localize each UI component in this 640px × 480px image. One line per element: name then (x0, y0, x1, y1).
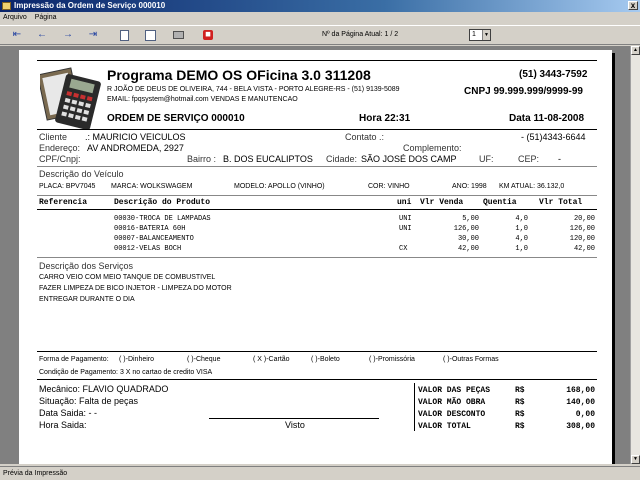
vehicle-year: ANO: 1998 (452, 183, 487, 190)
table-row (37, 215, 597, 225)
vehicle-km: KM ATUAL: 36.132,0 (499, 183, 565, 190)
col-total: Vlr Total (539, 198, 583, 207)
total-label: VALOR TOTAL (418, 422, 471, 431)
order-time: Hora 22:31 (359, 113, 411, 124)
totals-divider (414, 383, 415, 431)
company-name: Programa DEMO OS OFicina 3.0 311208 (107, 67, 371, 83)
table-row (37, 245, 597, 255)
order-number: ORDEM DE SERVIÇO 000010 (107, 113, 245, 124)
city-value: SÃO JOSÉ DOS CAMP (361, 154, 457, 164)
item-qty: 4,0 (515, 215, 528, 223)
service-line: FAZER LIMPEZA DE BICO INJETOR - LIMPEZA DO MOTOR (39, 285, 232, 292)
item-qty: 4,0 (515, 235, 528, 243)
complement-label: Complemento: (403, 143, 462, 153)
col-price: Vlr Venda (420, 198, 464, 207)
contact-value: - (51)4343-6644 (521, 132, 586, 142)
divider (37, 129, 597, 130)
menubar (0, 12, 640, 24)
item-price: 5,00 (462, 215, 479, 223)
visto-label: Visto (285, 420, 305, 430)
divider (37, 166, 597, 167)
cpf-label: CPF/Cnpj: (39, 154, 81, 164)
two-page-view-icon[interactable] (145, 30, 156, 41)
payment-option: ( )-Outras Formas (443, 356, 499, 363)
company-address: R JOÃO DE DEUS DE OLIVEIRA, 744 - BELA VISTA - PORTO ALEGRE-RS - (51) 9139-5089 (107, 86, 400, 93)
toolbar (0, 25, 640, 45)
address-value: AV ANDROMEDA, 2927 (87, 143, 184, 153)
address-label: Endereço: (39, 143, 81, 153)
item-total: 20,00 (573, 215, 595, 223)
scroll-down-icon[interactable]: ▼ (631, 455, 640, 464)
currency-label: R$ (515, 410, 525, 419)
total-value: 168,00 (566, 386, 595, 395)
company-cnpj: CNPJ 99.999.999/9999-99 (464, 86, 583, 97)
print-icon[interactable] (173, 31, 184, 39)
service-line: ENTREGAR DURANTE O DIA (39, 296, 135, 303)
item-desc: 00012-VELAS BOCH (114, 245, 182, 253)
divider (37, 195, 597, 196)
situation: Situação: Falta de peças (39, 396, 139, 406)
divider (37, 351, 597, 352)
client-label: Cliente (39, 132, 68, 142)
item-unit: UNI (399, 215, 412, 223)
window-title: Impressão da Ordem de Serviço 000010 (14, 1, 166, 10)
total-label: VALOR DESCONTO (418, 410, 486, 419)
uf-label: UF: (479, 154, 494, 164)
close-preview-icon[interactable]: ◼ (203, 30, 213, 40)
total-value: 308,00 (566, 422, 595, 431)
currency-label: R$ (515, 398, 525, 407)
total-value: 140,00 (566, 398, 595, 407)
total-value: 0,00 (575, 410, 595, 419)
order-date: Data 11-08-2008 (509, 113, 585, 124)
next-page-icon[interactable]: → (63, 29, 73, 40)
vehicle-heading: Descrição do Veículo (39, 169, 124, 179)
currency-label: R$ (515, 386, 525, 395)
col-unit: uni (397, 198, 412, 207)
vehicle-brand: MARCA: WOLKSWAGEM (111, 183, 193, 190)
col-qty: Quentia (483, 198, 517, 207)
report-page (19, 50, 612, 464)
total-label: VALOR DAS PEÇAS (418, 386, 491, 395)
payment-option: ( X )-Cartão (253, 356, 290, 363)
cep-value: - (558, 154, 561, 164)
vertical-scrollbar[interactable] (630, 46, 640, 464)
payment-condition: Condição de Pagamento: 3 X no cartao de credito VISA (39, 369, 213, 376)
prev-page-icon[interactable]: ← (37, 29, 47, 40)
page-view-icon[interactable] (120, 30, 129, 41)
item-qty: 1,0 (515, 225, 528, 233)
menu-arquivo[interactable]: Arquivo (3, 14, 27, 21)
currency-label: R$ (515, 422, 525, 431)
total-label: VALOR MÃO OBRA (418, 398, 486, 407)
page-select[interactable] (469, 29, 491, 41)
payment-option: ( )-Dinheiro (119, 356, 155, 363)
bairro-value: B. DOS EUCALIPTOS (223, 154, 313, 164)
item-desc: 00016-BATERIA 60H (114, 225, 186, 233)
first-page-icon[interactable]: ⇤ (12, 29, 22, 40)
mechanic: Mecânico: FLAVIO QUADRADO (39, 384, 169, 394)
table-row (37, 225, 597, 235)
item-price: 30,00 (457, 235, 479, 243)
vehicle-plate: PLACA: BPV7045 (39, 183, 96, 190)
table-row (37, 235, 597, 245)
item-total: 126,00 (569, 225, 595, 233)
col-desc: Descrição do Produto (114, 198, 211, 207)
client-value: .: MAURICIO VEICULOS (85, 132, 186, 142)
payment-option: ( )-Promissória (369, 356, 415, 363)
company-email: EMAIL: fpqsystem@hotmail.com VENDAS E MANUTENCAO (107, 96, 298, 103)
item-price: 42,00 (457, 245, 479, 253)
page-select-value: 1 (472, 31, 476, 38)
col-ref: Referencia (39, 198, 88, 207)
divider (37, 379, 597, 380)
preview-viewport (0, 46, 630, 464)
app-icon (2, 2, 11, 10)
item-total: 42,00 (573, 245, 595, 253)
payment-option: ( )-Cheque (187, 356, 221, 363)
item-unit: CX (399, 245, 408, 253)
signature-line (209, 418, 379, 419)
chevron-down-icon[interactable]: ▼ (482, 30, 490, 40)
exit-time: Hora Saida: (39, 420, 87, 430)
item-price: 126,00 (453, 225, 479, 233)
city-label: Cidade: (326, 154, 358, 164)
payment-label: Forma de Pagamento: (39, 356, 109, 363)
items-header (37, 198, 597, 208)
divider (37, 209, 597, 210)
status-bar (0, 466, 640, 480)
scroll-up-icon[interactable]: ▲ (631, 46, 640, 55)
payment-option: ( )-Boleto (311, 356, 340, 363)
divider (37, 257, 597, 258)
status-text: Prévia da Impressão (3, 470, 68, 477)
item-unit: UNI (399, 225, 412, 233)
item-qty: 1,0 (515, 245, 528, 253)
company-phone: (51) 3443-7592 (519, 69, 588, 80)
contact-label: Contato .: (345, 132, 385, 142)
item-desc: 00030-TROCA DE LAMPADAS (114, 215, 211, 223)
page-info: Nº da Página Atual: 1 / 2 (322, 31, 399, 38)
item-desc: 00007-BALANCEAMENTO (114, 235, 194, 243)
window-close-button[interactable]: x (628, 1, 638, 10)
vehicle-color: COR: VINHO (368, 183, 410, 190)
vehicle-model: MODELO: APOLLO (VINHO) (234, 183, 325, 190)
menu-pagina[interactable]: Página (34, 14, 57, 21)
report (37, 60, 597, 464)
services-heading: Descrição dos Serviços (39, 261, 134, 271)
calculator-logo-icon (40, 67, 104, 129)
service-line: CARRO VEIO COM MEIO TANQUE DE COMBUSTIVEL (39, 274, 216, 281)
window-titlebar (0, 0, 640, 12)
bairro-label: Bairro : (187, 154, 217, 164)
item-total: 120,00 (569, 235, 595, 243)
exit-date: Data Saida: - - (39, 408, 98, 418)
cep-label: CEP: (518, 154, 540, 164)
last-page-icon[interactable]: ⇥ (88, 29, 98, 40)
